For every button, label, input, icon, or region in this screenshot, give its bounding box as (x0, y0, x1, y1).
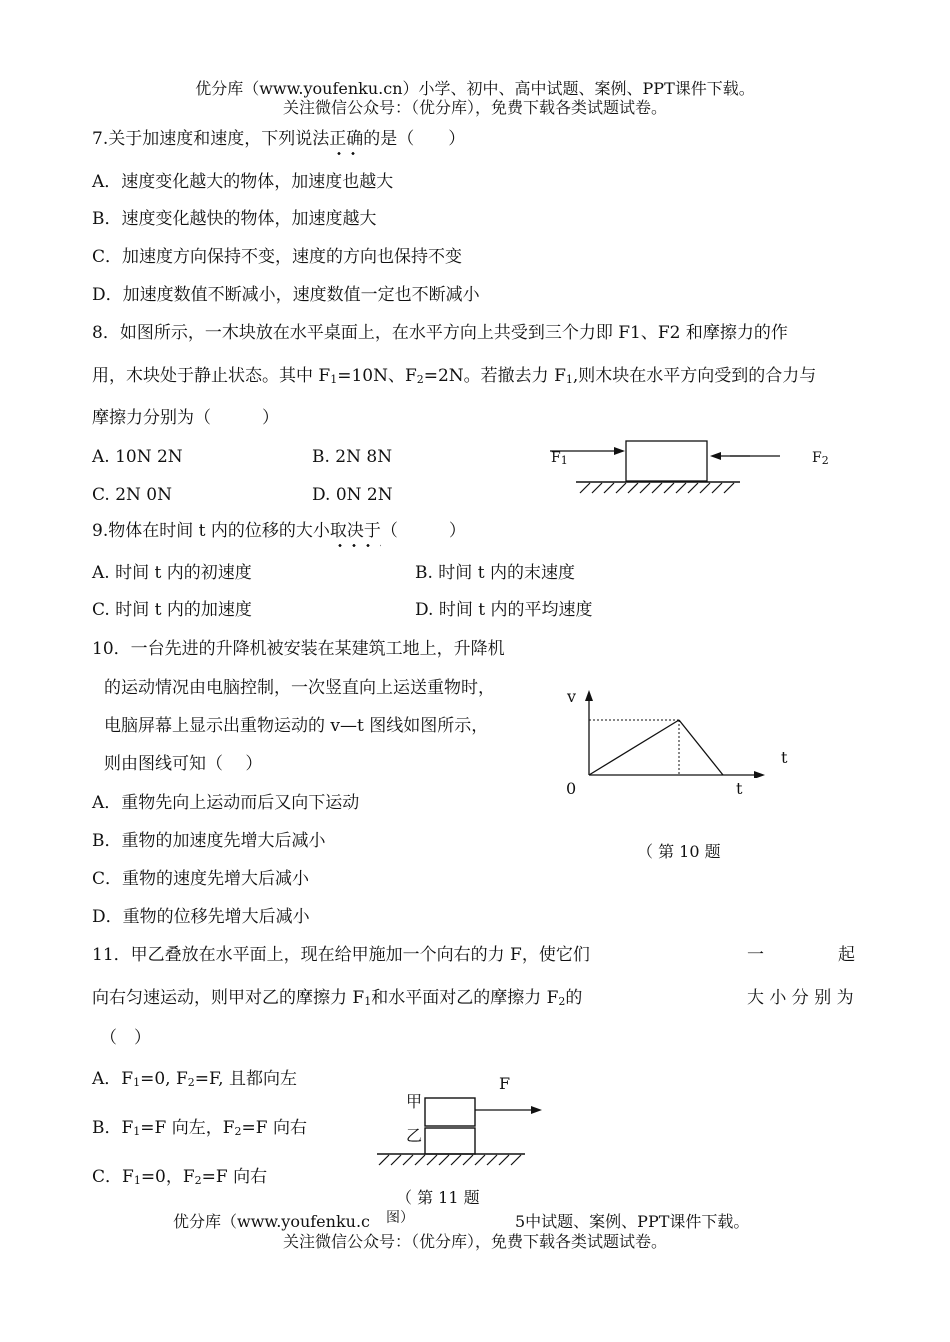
q11-line-2-right: 大 小 分 别 为 (747, 988, 854, 1008)
q7-stem (92, 128, 465, 150)
q8-f1-letter: F (551, 450, 561, 466)
q11-line-1: 11．甲乙叠放在水平面上，现在给甲施加一个向右的力 F，使它们 (92, 945, 590, 965)
q9-stem (92, 520, 466, 542)
q9-stem-part-a: 9.物体在时间 t 内的位移的大小 (92, 521, 330, 541)
q8-sub-2: 2 (416, 373, 424, 386)
q11-option-b (92, 1117, 307, 1143)
q11-option-c-1: C．F (92, 1167, 134, 1187)
q8-f1-sub: 1 (560, 454, 568, 467)
q11-option-a-sub1: 1 (133, 1076, 141, 1089)
q11-line-2-c: 的 (565, 988, 583, 1008)
q8-f2-arrow-line (730, 450, 790, 460)
q10-option-a: A．重物先向上运动而后又向下运动 (92, 793, 360, 813)
q11-option-c-sub2: 2 (194, 1174, 202, 1187)
q10-option-c: C．重物的速度先增大后减小 (92, 869, 310, 889)
q10-caption: （ 第 10 题 (637, 842, 721, 861)
q8-line-3: 摩擦力分别为（ ） (92, 408, 279, 428)
q9-stem-emphasis: 取决于 (329, 521, 381, 541)
q11-option-b-1: B．F (92, 1118, 134, 1138)
q11-label-f: F (499, 1074, 511, 1093)
q8-option-c: C. 2N 0N (92, 485, 172, 505)
q11-option-c-3: =F 向右 (201, 1167, 268, 1187)
q11-caption-1: （ 第 11 题 (396, 1188, 480, 1207)
q11-option-c-2: =0，F (140, 1167, 195, 1187)
q8-f2-sub: 2 (821, 454, 829, 467)
q11-caption-2: 图） (386, 1210, 414, 1226)
q7-stem-part-c: 的是（ ） (363, 129, 466, 149)
q10-line-3: 电脑屏幕上显示出重物运动的 v—t 图线如图所示， (104, 716, 489, 736)
header-line-2: 关注微信公众号：（优分库），免费下载各类试题试卷。 (282, 98, 667, 117)
q7-option-a: A．速度变化越大的物体，加速度也越大 (92, 172, 394, 192)
q11-option-a-1: A．F (92, 1069, 134, 1089)
q8-f2-label (812, 449, 829, 470)
q8-line-2-d: ,则木块在水平方向受到的合力与 (572, 366, 817, 386)
q11-line-1-right-a: 一 (747, 945, 764, 965)
footer-line-1-right: 5中试题、案例、PPT课件下载。 (515, 1212, 750, 1231)
q11-label-jia: 甲 (406, 1092, 423, 1111)
q11-sub-2: 2 (558, 995, 566, 1008)
q8-sub-1: 1 (330, 373, 338, 386)
q8-line-1: 8．如图所示，一木块放在水平桌面上，在水平方向上共受到三个力即 F1、F2 和摩擦力的作 (92, 323, 788, 343)
q9-option-c: C. 时间 t 内的加速度 (92, 600, 252, 620)
q11-label-yi: 乙 (406, 1126, 423, 1145)
q8-option-a: A. 10N 2N (92, 447, 183, 467)
q8-f2-letter: F (812, 450, 822, 466)
q9-option-d: D. 时间 t 内的平均速度 (415, 600, 593, 620)
q8-sub-1b: 1 (565, 373, 573, 386)
q11-stacked-blocks-figure (375, 1090, 555, 1170)
q10-axis-v: v (567, 687, 577, 706)
q8-line-2-c: =2N。若撤去力 F (423, 366, 566, 386)
q7-option-d: D．加速度数值不断减小，速度数值一定也不断减小 (92, 285, 480, 305)
q10-origin: 0 (566, 779, 577, 798)
q11-option-b-3: =F 向右 (241, 1118, 307, 1138)
q11-option-a-sub2: 2 (187, 1076, 195, 1089)
q10-option-b: B．重物的加速度先增大后减小 (92, 831, 326, 851)
q11-option-b-sub2: 2 (234, 1125, 242, 1138)
q8-line-2-a: 用，木块处于静止状态。其中 F (92, 366, 331, 386)
q10-line-2: 的运动情况由电脑控制，一次竖直向上运送重物时， (104, 678, 495, 698)
q9-stem-part-c: （ ） (380, 521, 466, 541)
header-line-1: 优分库（www.youfenku.cn）小学、初中、高中试题、案例、PPT课件下载。 (195, 79, 755, 98)
footer-line-1-left: 优分库（www.youfenku.c (173, 1212, 370, 1231)
q8-line-2 (92, 365, 816, 391)
q7-option-c: C．加速度方向保持不变，速度的方向也保持不变 (92, 247, 463, 267)
footer-line-2: 关注微信公众号：（优分库），免费下载各类试题试卷。 (282, 1232, 667, 1251)
q8-block-figure (550, 436, 750, 498)
q11-option-b-2: =F 向左，F (140, 1118, 235, 1138)
q10-line-1: 10．一台先进的升降机被安装在某建筑工地上，升降机 (92, 639, 505, 659)
q9-option-a: A. 时间 t 内的初速度 (92, 563, 252, 583)
q8-option-b: B. 2N 8N (312, 447, 393, 467)
q11-option-c (92, 1166, 267, 1192)
q11-line-2-b: 和水平面对乙的摩擦力 F (371, 988, 559, 1008)
q7-stem-emphasis: 正确 (329, 129, 364, 149)
q11-option-a-2: =0, F (140, 1069, 188, 1089)
q10-option-d: D．重物的位移先增大后减小 (92, 907, 310, 927)
q11-option-b-sub1: 1 (133, 1125, 141, 1138)
q8-f1-label (551, 449, 568, 470)
q8-line-2-b: =10N、F (337, 366, 417, 386)
q11-option-a (92, 1068, 297, 1094)
q7-stem-part-a: 7.关于加速度和速度，下列说法 (92, 129, 330, 149)
q8-option-d: D. 0N 2N (312, 485, 393, 505)
q9-option-b: B. 时间 t 内的末速度 (415, 563, 575, 583)
q11-line-3: （ ） (100, 1028, 151, 1048)
q11-option-a-3: =F, 且都向左 (194, 1069, 297, 1089)
q7-option-b: B．速度变化越快的物体，加速度越大 (92, 209, 377, 229)
q10-vt-graph (575, 688, 775, 778)
q11-line-1-right-b: 起 (838, 945, 855, 965)
q11-line-2-a: 向右匀速运动，则甲对乙的摩擦力 F (92, 988, 365, 1008)
q11-sub-1: 1 (364, 995, 372, 1008)
q10-axis-t: t (781, 748, 788, 767)
q11-line-2 (92, 987, 582, 1013)
q10-t-mark: t (736, 779, 743, 798)
q10-line-4: 则由图线可知（ ） (104, 754, 263, 774)
q11-option-c-sub1: 1 (133, 1174, 141, 1187)
